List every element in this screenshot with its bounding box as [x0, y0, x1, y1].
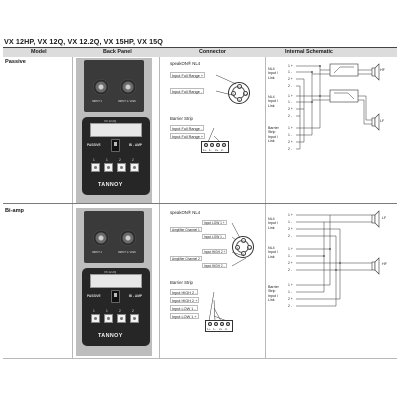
speakon-pin: 1- [242, 252, 245, 256]
pin-label: 1 - [288, 254, 292, 258]
jack-label: INPUT 1 [92, 100, 102, 103]
jack-label: INPUT 1 / LINK [118, 100, 136, 103]
speaker-icon [372, 258, 379, 274]
header-back-panel: Back Panel [103, 49, 132, 55]
terminal-number: 2 [119, 309, 121, 313]
pin-label: 2 + [288, 77, 293, 81]
pin-label: 1 - [288, 220, 292, 224]
barrier-label: Input HIGH 2 - [172, 291, 197, 295]
mode-label-passive: PASSIVE [87, 143, 101, 147]
pin-label: 1 + [288, 64, 293, 68]
pin-label: 1 + [288, 247, 293, 251]
barrier-label: Input LOW 1 - [172, 307, 196, 311]
schematic-group-label: NL4 Input / Link [268, 246, 278, 259]
strip-sign: 2- [225, 327, 228, 331]
speakon-pin: 1+ [244, 92, 248, 96]
hpf-filter-box [330, 64, 358, 76]
barrier-strip-title: Barrier Strip [170, 280, 193, 285]
pin-label: 2 - [288, 147, 292, 151]
speakon-label: Input Full Range + [172, 74, 204, 78]
pin-label: 2 + [288, 107, 293, 111]
schematic-group-label: NL4 Input / Link [268, 217, 278, 230]
barrier-strip-title: Barrier Strip [170, 116, 193, 121]
speaker-icon [372, 211, 379, 227]
schematic-group-label: NL4 Input / Link [268, 67, 278, 80]
terminal-number: 1 [93, 309, 95, 313]
schematic-group-label: NL4 Input / Link [268, 95, 278, 108]
speakon-pin: 2+ [238, 85, 242, 89]
terminal-number: 2 [119, 158, 121, 162]
header-model: Model [31, 49, 47, 55]
speakon-pin: 2+ [242, 239, 246, 243]
model-label-passive: Passive [5, 59, 26, 65]
speaker-icon [372, 64, 379, 80]
speakon-label: Input LOW 1 + [204, 221, 225, 225]
speakon-pin: 2- [232, 92, 235, 96]
speakon-pin: 1+ [248, 246, 252, 250]
driver-label-hf: HF [380, 68, 385, 72]
header-internal-schematic: Internal Schematic [285, 49, 333, 55]
jack-label: INPUT 1 / LINK [118, 251, 136, 254]
mode-label-biamp: BI - AMP [129, 294, 142, 298]
pin-label: 2 + [288, 227, 293, 231]
terminal-number: 1 [93, 158, 95, 162]
driver-label-hf: HF [382, 262, 387, 266]
pin-label: 2 + [288, 140, 293, 144]
switch-table-title: VX 12.2Q [104, 270, 117, 274]
terminal-number: 2 [132, 309, 134, 313]
speakon-title: speakON® NL4 [170, 210, 201, 215]
jack-label: INPUT 1 [92, 251, 102, 254]
barrier-label: Input Full Range - [172, 127, 203, 131]
speakon-label: Amplifier Channel 1 [172, 228, 200, 232]
header-connector: Connector [199, 49, 226, 55]
pin-label: 1 - [288, 290, 292, 294]
pin-label: 2 - [288, 268, 292, 272]
speakon-label: Input LOW 1 - [204, 235, 224, 239]
brand-logo: TANNOY [98, 333, 123, 339]
speakon-label: Input HIGH 2 - [204, 264, 225, 268]
pin-label: 1 - [288, 133, 292, 137]
speakon-label: Input Full Range - [172, 90, 203, 94]
terminal-number: 2 [132, 158, 134, 162]
pin-label: 2 - [288, 114, 292, 118]
speakon-pin: 2- [236, 246, 239, 250]
terminal-number: 1 [106, 158, 108, 162]
switch-table-title: VX 12.2Q [104, 119, 117, 123]
barrier-label: Input LOW 1 + [172, 315, 197, 319]
driver-label-lf: LF [382, 216, 387, 220]
pin-label: 2 - [288, 84, 292, 88]
speakon-pin: 1- [238, 98, 241, 102]
terminal-number: 1 [106, 309, 108, 313]
pin-label: 1 + [288, 94, 293, 98]
pin-label: 2 + [288, 297, 293, 301]
mode-label-biamp: BI - AMP [129, 143, 142, 147]
strip-sign: 2+ [215, 148, 219, 152]
pin-label: 2 - [288, 234, 292, 238]
schematic-group-label: Barrier Strip Input / Link [268, 126, 279, 143]
lpf-filter-box [330, 90, 358, 102]
driver-label-lf: LF [380, 119, 385, 123]
speaker-icon [372, 114, 379, 130]
speakon-title: speakON® NL4 [170, 61, 201, 66]
strip-sign: 1- [213, 327, 216, 331]
brand-logo: TANNOY [98, 182, 123, 188]
pin-label: 1 - [288, 100, 292, 104]
pin-label: 1 + [288, 283, 293, 287]
model-label-biamp: Bi-amp [5, 208, 24, 214]
pin-label: 1 + [288, 126, 293, 130]
pin-label: 2 - [288, 304, 292, 308]
strip-sign: 2+ [219, 327, 223, 331]
pin-label: 2 + [288, 261, 293, 265]
schematic-group-label: Barrier Strip Input / Link [268, 285, 279, 302]
strip-sign: 1+ [203, 148, 207, 152]
mode-label-passive: PASSIVE [87, 294, 101, 298]
pin-label: 1 + [288, 213, 293, 217]
barrier-label: Input HIGH 2 + [172, 299, 198, 303]
speakon-label: Input HIGH 2 + [204, 250, 226, 254]
page-title: VX 12HP, VX 12Q, VX 12.2Q, VX 15HP, VX 15Q [4, 37, 163, 46]
strip-sign: 1- [209, 148, 212, 152]
speakon-label: Amplifier Channel 2 [172, 257, 200, 261]
barrier-label: Input Full Range + [172, 135, 204, 139]
pin-label: 1 - [288, 70, 292, 74]
strip-sign: 2- [221, 148, 224, 152]
strip-sign: 1+ [207, 327, 211, 331]
